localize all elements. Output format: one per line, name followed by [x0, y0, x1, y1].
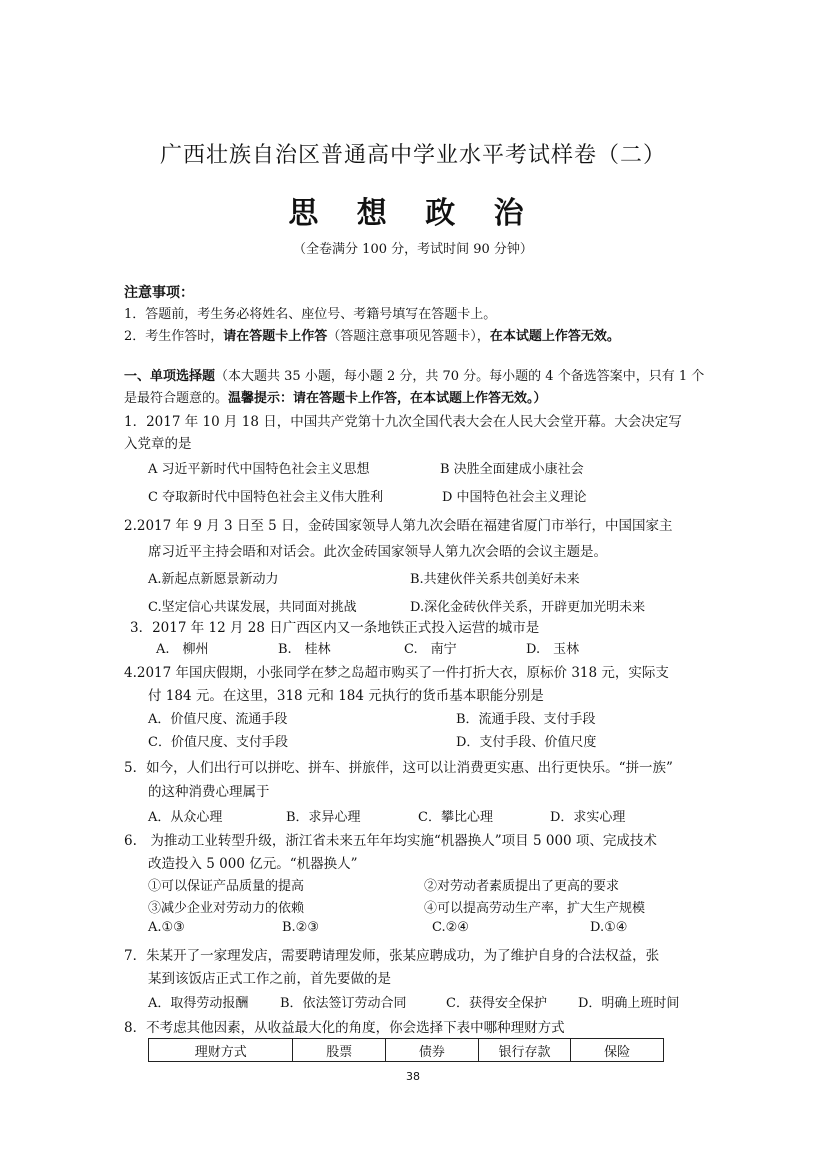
q6-statement-1: ①可以保证产品质量的提高 [148, 879, 305, 894]
q1-option-d: D 中国特色社会主义理论 [442, 490, 587, 505]
q6-statement-2: ②对劳动者素质提出了更高的要求 [424, 879, 620, 894]
q8-line-1: 8．不考虑其他因素，从收益最大化的角度，你会选择下表中哪种理财方式 [124, 1020, 565, 1036]
table-cell-insurance: 保险 [571, 1039, 664, 1062]
q1-option-c: C 夺取新时代中国特色社会主义伟大胜利 [148, 490, 384, 505]
q5-option-c: C．攀比心理 [418, 810, 493, 825]
section-desc: （本大题共 35 小题，每小题 2 分，共 70 分。每小题的 4 个备选答案中，只有 1 个是最符合题意的。 [124, 369, 705, 406]
q3-option-a: A. 柳州 [156, 642, 209, 657]
q5-option-b: B．求异心理 [286, 810, 361, 825]
q7-line-2: 某到该饭店正式工作之前，首先要做的是 [148, 971, 391, 987]
q6-statement-4: ④可以提高劳动生产率，扩大生产规模 [424, 901, 646, 916]
q6-statement-3: ③减少企业对劳动力的依赖 [148, 901, 305, 916]
q2-option-c: C.坚定信心共谋发展，共同面对挑战 [148, 600, 357, 615]
q1-line-2: 入党章的是 [124, 436, 192, 452]
q1-line-1: 1．2017 年 10 月 18 日，中国共产党第十九次全国代表大会在人民大会堂开幕。大会决定写 [124, 414, 682, 430]
q2-line-2: 席习近平主持会晤和对话会。此次金砖国家领导人第九次会晤的会议主题是。 [148, 544, 607, 560]
section-intro [124, 366, 709, 410]
q3-line-1: 3．2017 年 12 月 28 日广西区内又一条地铁正式投入运营的城市是 [130, 620, 540, 636]
q6-option-c: C.②④ [432, 920, 469, 935]
table-cell-method: 理财方式 [149, 1039, 293, 1062]
table-cell-stock: 股票 [293, 1039, 386, 1062]
section-tip: 温馨提示：请在答题卡上作答，在本试题上作答无效。） [228, 391, 547, 406]
q6-line-2: 改造投入 5 000 亿元。“机器换人” [148, 856, 358, 872]
notice-item-2 [124, 325, 724, 344]
table-cell-deposit: 银行存款 [478, 1039, 571, 1062]
q3-option-d: D. 玉林 [526, 642, 580, 657]
notice-heading: 注意事项： [124, 285, 194, 301]
q5-option-a: A．从众心理 [148, 810, 223, 825]
exam-title: 广西壮族自治区普通高中学业水平考试样卷（二） [159, 143, 666, 168]
q3-option-c: C. 南宁 [404, 642, 457, 657]
q5-line-1: 5．如今，人们出行可以拼吃、拼车、拼旅伴，这可以让消费更实惠、出行更快乐。“拼一族” [124, 760, 673, 776]
q6-line-1: 6. 为推动工业转型升级，浙江省未来五年年均实施“机器换人”项目 5 000 项、完成技术 [124, 833, 657, 849]
q4-option-d: D．支付手段、价值尺度 [456, 735, 597, 750]
q4-option-a: A．价值尺度、流通手段 [148, 712, 288, 727]
q3-option-b: B. 桂林 [278, 642, 331, 657]
q7-option-b: B．依法签订劳动合同 [280, 996, 407, 1011]
finance-table [148, 1038, 664, 1062]
q5-line-2: 的这种消费心理属于 [148, 784, 270, 800]
q2-line-1: 2.2017 年 9 月 3 日至 5 日，金砖国家领导人第九次会晤在福建省厦门市举行，中国国家主 [124, 518, 673, 534]
q4-line-1: 4.2017 年国庆假期，小张同学在梦之岛超市购买了一件打折大衣，原标价 318 元，实际支 [124, 665, 669, 681]
table-cell-bond: 债券 [386, 1039, 479, 1062]
q6-option-d: D.①④ [590, 920, 628, 935]
subject-title: 思 想 政 治 [288, 196, 538, 231]
q2-option-a: A.新起点新愿景新动力 [148, 572, 279, 587]
q6-option-a: A.①③ [148, 920, 185, 935]
exam-meta: （全卷满分 100 分，考试时间 90 分钟） [293, 242, 533, 257]
q6-option-b: B.②③ [282, 920, 319, 935]
q7-option-c: C．获得安全保护 [446, 996, 547, 1011]
q2-option-d: D.深化金砖伙伴关系，开辟更加光明未来 [410, 600, 646, 615]
q2-option-b: B.共建伙伴关系共创美好未来 [410, 572, 580, 587]
q4-option-c: C．价值尺度、支付手段 [148, 735, 288, 750]
q7-option-a: A．取得劳动报酬 [148, 996, 249, 1011]
q7-option-d: D．明确上班时间 [578, 996, 680, 1011]
q1-option-a: A 习近平新时代中国特色社会主义思想 [148, 462, 370, 477]
notice-item-2-c: （答题注意事项见答题卡）， [327, 329, 490, 344]
table-row [149, 1039, 664, 1062]
q1-option-b: B 决胜全面建成小康社会 [440, 462, 584, 477]
q4-option-b: B．流通手段、支付手段 [456, 712, 596, 727]
page-number: 38 [406, 1070, 420, 1083]
notice-item-2-b: 请在答题卡上作答 [223, 329, 328, 344]
notice-item-2-d: 在本试题上作答无效。 [489, 329, 620, 344]
q5-option-d: D．求实心理 [550, 810, 626, 825]
notice-item-1: 1．答题前，考生务必将姓名、座位号、考籍号填写在答题卡上。 [124, 307, 497, 322]
q4-line-2: 付 184 元。在这里，318 元和 184 元执行的货币基本职能分别是 [148, 688, 544, 704]
notice-item-2-a: 2．考生作答时， [124, 329, 224, 344]
q7-line-1: 7．朱某开了一家理发店，需要聘请理发师，张某应聘成功，为了维护自身的合法权益，张 [124, 948, 660, 964]
section-heading: 一、单项选择题 [124, 369, 216, 384]
